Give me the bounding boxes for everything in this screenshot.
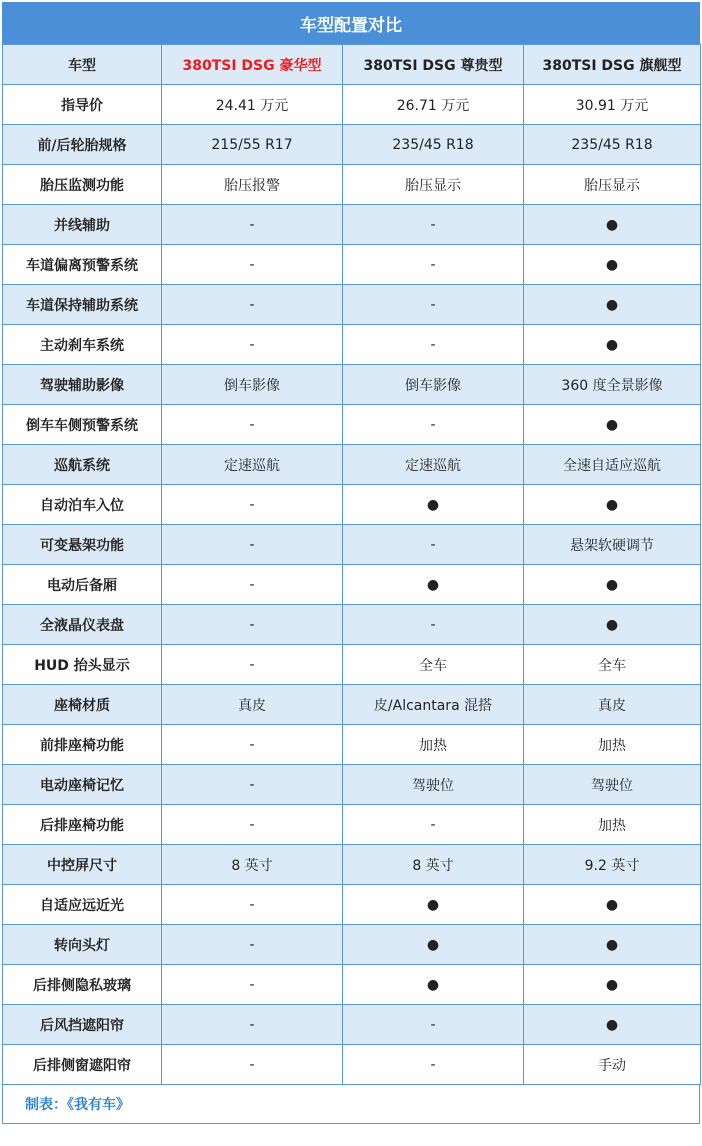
row-label: HUD 抬头显示 bbox=[3, 645, 162, 685]
cell-value: - bbox=[162, 765, 343, 805]
table-row bbox=[3, 605, 701, 645]
header-row bbox=[3, 45, 701, 85]
row-label: 后排座椅功能 bbox=[3, 805, 162, 845]
cell-value: - bbox=[162, 925, 343, 965]
cell-value: - bbox=[343, 605, 524, 645]
cell-value: 9.2 英寸 bbox=[524, 845, 701, 885]
cell-value: 胎压报警 bbox=[162, 165, 343, 205]
table-row bbox=[3, 845, 701, 885]
cell-value: 235/45 R18 bbox=[524, 125, 701, 165]
model-prestige: 380TSI DSG 尊贵型 bbox=[343, 45, 524, 85]
cell-value: - bbox=[343, 405, 524, 445]
row-label: 转向头灯 bbox=[3, 925, 162, 965]
cell-value: - bbox=[162, 885, 343, 925]
cell-value: ● bbox=[343, 485, 524, 525]
cell-value: - bbox=[162, 565, 343, 605]
cell-value: 驾驶位 bbox=[524, 765, 701, 805]
row-label: 自适应远近光 bbox=[3, 885, 162, 925]
cell-value: ● bbox=[343, 885, 524, 925]
cell-value: - bbox=[343, 525, 524, 565]
cell-value: - bbox=[162, 1045, 343, 1085]
cell-value: - bbox=[162, 405, 343, 445]
cell-value: - bbox=[343, 1045, 524, 1085]
table-row bbox=[3, 805, 701, 845]
cell-value: ● bbox=[343, 925, 524, 965]
table-title: 车型配置对比 bbox=[2, 2, 700, 44]
cell-value: ● bbox=[524, 965, 701, 1005]
cell-value: 皮/Alcantara 混搭 bbox=[343, 685, 524, 725]
table-row bbox=[3, 405, 701, 445]
cell-value: - bbox=[162, 205, 343, 245]
cell-value: - bbox=[343, 245, 524, 285]
table-row bbox=[3, 165, 701, 205]
table-row bbox=[3, 885, 701, 925]
cell-value: 24.41 万元 bbox=[162, 85, 343, 125]
model-flagship: 380TSI DSG 旗舰型 bbox=[524, 45, 701, 85]
cell-value: ● bbox=[524, 245, 701, 285]
row-label: 电动后备厢 bbox=[3, 565, 162, 605]
config-table bbox=[2, 44, 701, 1085]
row-label: 前/后轮胎规格 bbox=[3, 125, 162, 165]
cell-value: 真皮 bbox=[162, 685, 343, 725]
cell-value: ● bbox=[524, 405, 701, 445]
cell-value: - bbox=[162, 325, 343, 365]
cell-value: 加热 bbox=[524, 725, 701, 765]
cell-value: - bbox=[162, 525, 343, 565]
table-row bbox=[3, 965, 701, 1005]
table-row bbox=[3, 485, 701, 525]
cell-value: ● bbox=[343, 965, 524, 1005]
table-row bbox=[3, 765, 701, 805]
cell-value: 手动 bbox=[524, 1045, 701, 1085]
cell-value: - bbox=[162, 485, 343, 525]
row-label: 主动刹车系统 bbox=[3, 325, 162, 365]
cell-value: 胎压显示 bbox=[524, 165, 701, 205]
cell-value: ● bbox=[524, 325, 701, 365]
table-row bbox=[3, 565, 701, 605]
cell-value: 加热 bbox=[524, 805, 701, 845]
row-label: 车道保持辅助系统 bbox=[3, 285, 162, 325]
cell-value: ● bbox=[524, 205, 701, 245]
cell-value: ● bbox=[343, 565, 524, 605]
cell-value: 真皮 bbox=[524, 685, 701, 725]
cell-value: - bbox=[162, 645, 343, 685]
cell-value: 8 英寸 bbox=[343, 845, 524, 885]
cell-value: 全车 bbox=[343, 645, 524, 685]
cell-value: 全车 bbox=[524, 645, 701, 685]
header-label: 车型 bbox=[3, 45, 162, 85]
table-row bbox=[3, 685, 701, 725]
cell-value: - bbox=[343, 205, 524, 245]
table-row bbox=[3, 85, 701, 125]
table-row bbox=[3, 245, 701, 285]
row-label: 全液晶仪表盘 bbox=[3, 605, 162, 645]
cell-value: ● bbox=[524, 285, 701, 325]
table-row bbox=[3, 205, 701, 245]
table-row bbox=[3, 325, 701, 365]
row-label: 中控屏尺寸 bbox=[3, 845, 162, 885]
row-label: 并线辅助 bbox=[3, 205, 162, 245]
row-label: 巡航系统 bbox=[3, 445, 162, 485]
cell-value: 加热 bbox=[343, 725, 524, 765]
comparison-sheet bbox=[2, 2, 700, 1144]
row-label: 可变悬架功能 bbox=[3, 525, 162, 565]
cell-value: 胎压显示 bbox=[343, 165, 524, 205]
cell-value: - bbox=[343, 285, 524, 325]
cell-value: - bbox=[162, 725, 343, 765]
table-row bbox=[3, 1005, 701, 1045]
cell-value: - bbox=[162, 965, 343, 1005]
row-label: 指导价 bbox=[3, 85, 162, 125]
cell-value: 360 度全景影像 bbox=[524, 365, 701, 405]
cell-value: - bbox=[162, 1005, 343, 1045]
table-row bbox=[3, 125, 701, 165]
table-row bbox=[3, 645, 701, 685]
cell-value: 215/55 R17 bbox=[162, 125, 343, 165]
cell-value: 悬架软硬调节 bbox=[524, 525, 701, 565]
cell-value: 全速自适应巡航 bbox=[524, 445, 701, 485]
row-label: 后风挡遮阳帘 bbox=[3, 1005, 162, 1045]
cell-value: - bbox=[162, 805, 343, 845]
cell-value: 倒车影像 bbox=[343, 365, 524, 405]
cell-value: - bbox=[343, 805, 524, 845]
table-row bbox=[3, 445, 701, 485]
cell-value: 26.71 万元 bbox=[343, 85, 524, 125]
row-label: 电动座椅记忆 bbox=[3, 765, 162, 805]
cell-value: ● bbox=[524, 885, 701, 925]
cell-value: - bbox=[343, 325, 524, 365]
cell-value: ● bbox=[524, 1005, 701, 1045]
row-label: 胎压监测功能 bbox=[3, 165, 162, 205]
table-row bbox=[3, 725, 701, 765]
table-row bbox=[3, 525, 701, 565]
model-luxury: 380TSI DSG 豪华型 bbox=[162, 45, 343, 85]
row-label: 倒车车侧预警系统 bbox=[3, 405, 162, 445]
row-label: 后排侧隐私玻璃 bbox=[3, 965, 162, 1005]
cell-value: - bbox=[162, 285, 343, 325]
cell-value: 倒车影像 bbox=[162, 365, 343, 405]
row-label: 座椅材质 bbox=[3, 685, 162, 725]
cell-value: 8 英寸 bbox=[162, 845, 343, 885]
cell-value: 驾驶位 bbox=[343, 765, 524, 805]
cell-value: - bbox=[162, 605, 343, 645]
table-row bbox=[3, 285, 701, 325]
row-label: 驾驶辅助影像 bbox=[3, 365, 162, 405]
row-label: 车道偏离预警系统 bbox=[3, 245, 162, 285]
cell-value: ● bbox=[524, 605, 701, 645]
row-label: 前排座椅功能 bbox=[3, 725, 162, 765]
cell-value: 定速巡航 bbox=[162, 445, 343, 485]
cell-value: ● bbox=[524, 485, 701, 525]
cell-value: ● bbox=[524, 565, 701, 605]
cell-value: 235/45 R18 bbox=[343, 125, 524, 165]
cell-value: 定速巡航 bbox=[343, 445, 524, 485]
cell-value: 30.91 万元 bbox=[524, 85, 701, 125]
table-row bbox=[3, 365, 701, 405]
footer-credit: 制表：《我有车》 bbox=[2, 1085, 700, 1124]
row-label: 后排侧窗遮阳帘 bbox=[3, 1045, 162, 1085]
row-label: 自动泊车入位 bbox=[3, 485, 162, 525]
cell-value: - bbox=[162, 245, 343, 285]
table-row bbox=[3, 1045, 701, 1085]
cell-value: - bbox=[343, 1005, 524, 1045]
table-row bbox=[3, 925, 701, 965]
cell-value: ● bbox=[524, 925, 701, 965]
